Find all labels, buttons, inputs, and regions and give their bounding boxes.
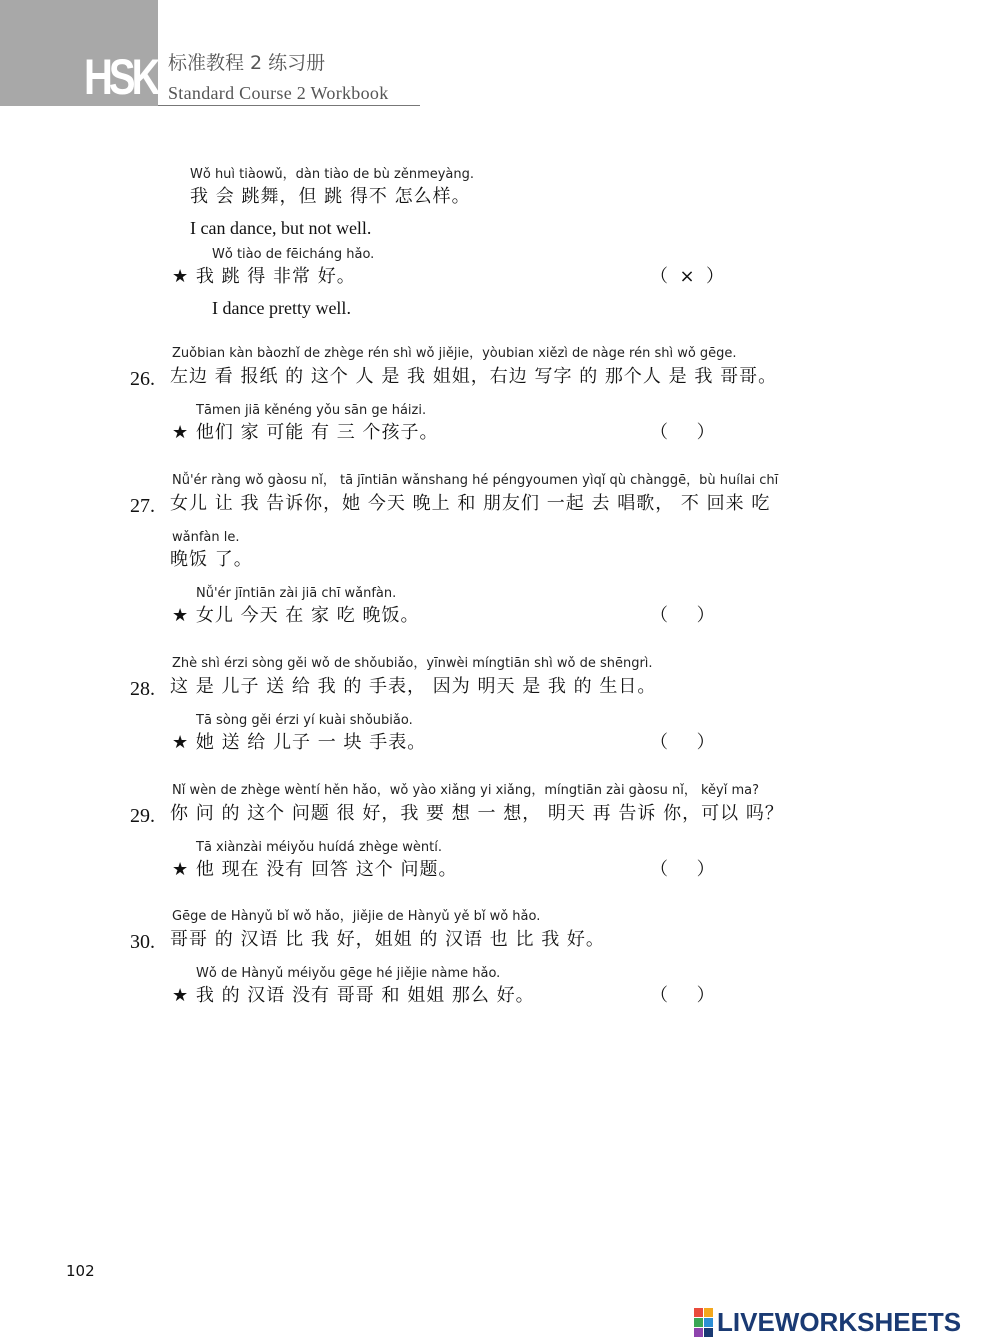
question-number: 28. xyxy=(130,678,155,700)
liveworksheets-logo-icon xyxy=(694,1308,713,1337)
statement-text: ★ 他 现在 没有 回答 这个 问题。 xyxy=(172,859,458,880)
example-answer: （ × ） xyxy=(650,266,724,287)
header-underline xyxy=(158,105,420,106)
question-pinyin-continued: wǎnfàn le. xyxy=(172,530,240,545)
statement-pinyin: Tāmen jiā kěnéng yǒu sān ge háizi. xyxy=(196,403,427,418)
statement-pinyin: Tā sòng gěi érzi yí kuài shǒubiǎo. xyxy=(196,713,413,728)
question-pinyin: Zuǒbian kàn bàozhǐ de zhège rén shì wǒ jiějie，yòubian xiězì de nàge rén shì wǒ gēge. xyxy=(172,346,737,361)
statement-text: ★ 女儿 今天 在 家 吃 晚饭。 xyxy=(172,605,420,626)
example-pinyin-2: Wǒ tiào de fēicháng hǎo. xyxy=(212,247,375,262)
statement-text: ★ 他们 家 可能 有 三 个孩子。 xyxy=(172,422,439,443)
question-number: 26. xyxy=(130,368,155,390)
question-pinyin: Nǚ'ér ràng wǒ gàosu nǐ， tā jīntiān wǎnshang hé péngyoumen yìqǐ qù chànggē，bù huílai chī xyxy=(172,473,779,488)
answer-box[interactable]: （ ） xyxy=(650,732,715,753)
question-chinese: 你 问 的 这个 问题 很 好，我 要 想 一 想， 明天 再 告诉 你，可以 吗？ xyxy=(170,803,784,824)
example-pinyin-1: Wǒ huì tiàowǔ，dàn tiào de bù zěnmeyàng. xyxy=(190,167,475,182)
question-pinyin: Gēge de Hànyǔ bǐ wǒ hǎo，jiějie de Hànyǔ yě bǐ wǒ hǎo. xyxy=(172,909,541,924)
question-chinese: 左边 看 报纸 的 这个 人 是 我 姐姐，右边 写字 的 那个人 是 我 哥哥。 xyxy=(170,366,778,387)
header-title-chinese: 标准教程 2 练习册 xyxy=(168,52,326,74)
question-chinese-continued: 晚饭 了。 xyxy=(170,549,253,570)
question-number: 29. xyxy=(130,805,155,827)
statement-pinyin: Wǒ de Hànyǔ méiyǒu gēge hé jiějie nàme hǎo. xyxy=(196,966,501,981)
question-number: 27. xyxy=(130,495,155,517)
header-title-english: Standard Course 2 Workbook xyxy=(168,83,389,103)
liveworksheets-logo-text: LIVEWORKSHEETS xyxy=(717,1306,962,1337)
question-chinese: 女儿 让 我 告诉你，她 今天 晚上 和 朋友们 一起 去 唱歌， 不 回来 吃 xyxy=(170,493,771,514)
question-pinyin: Nǐ wèn de zhège wèntí hěn hǎo，wǒ yào xiǎng yi xiǎng，míngtiān zài gàosu nǐ， kěyǐ ma? xyxy=(172,783,760,798)
statement-text: ★ 她 送 给 儿子 一 块 手表。 xyxy=(172,732,427,753)
question-pinyin: Zhè shì érzi sòng gěi wǒ de shǒubiǎo，yīnwèi míngtiān shì wǒ de shēngrì. xyxy=(172,656,653,671)
hsk-brand: HSK xyxy=(84,49,157,105)
answer-box[interactable]: （ ） xyxy=(650,422,715,443)
statement-pinyin: Nǚ'ér jīntiān zài jiā chī wǎnfàn. xyxy=(196,586,397,601)
example-english-2: I dance pretty well. xyxy=(212,298,351,318)
example-chinese-1: 我 会 跳舞，但 跳 得不 怎么样。 xyxy=(190,186,471,207)
answer-box[interactable]: （ ） xyxy=(650,859,715,880)
page-number: 102 xyxy=(66,1262,95,1280)
question-chinese: 哥哥 的 汉语 比 我 好，姐姐 的 汉语 也 比 我 好。 xyxy=(170,929,605,950)
example-english-1: I can dance, but not well. xyxy=(190,218,372,238)
statement-text: ★ 我 的 汉语 没有 哥哥 和 姐姐 那么 好。 xyxy=(172,985,535,1006)
answer-box[interactable]: （ ） xyxy=(650,985,715,1006)
example-statement: ★ 我 跳 得 非常 好。 xyxy=(172,266,356,287)
answer-box[interactable]: （ ） xyxy=(650,605,715,626)
statement-pinyin: Tā xiànzài méiyǒu huídá zhège wèntí. xyxy=(196,840,442,855)
question-chinese: 这 是 儿子 送 给 我 的 手表， 因为 明天 是 我 的 生日。 xyxy=(170,676,657,697)
question-number: 30. xyxy=(130,931,155,953)
liveworksheets-logo[interactable] xyxy=(694,1308,961,1336)
